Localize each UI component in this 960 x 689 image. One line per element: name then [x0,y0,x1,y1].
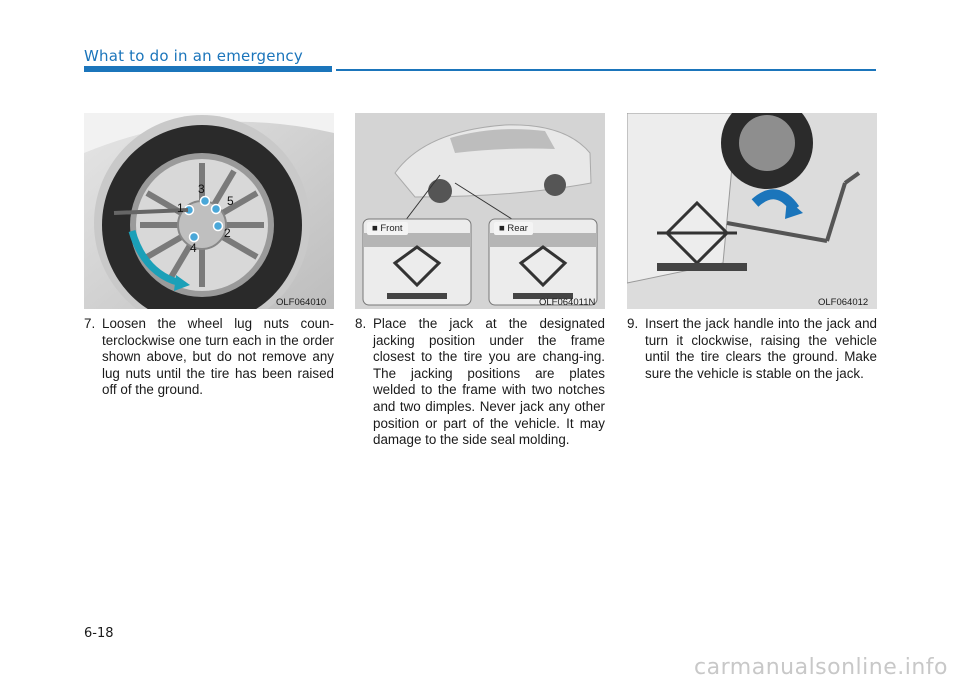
lug-label: 4 [190,241,197,255]
lug-label: 2 [224,226,231,240]
header-rule-thick [84,66,332,72]
jack-handle-illustration [627,113,877,309]
step-7 [84,316,334,399]
step-number: 7. [84,316,96,331]
step-text: Loosen the wheel lug nuts coun-terclockwise one turn each in the order shown above, but do not remove any lug nuts until the tire has been raised off of the ground. [102,316,334,398]
jacking-position-illustration [355,113,605,309]
step-number: 8. [355,316,367,331]
figure-code: OLF064010 [276,297,327,308]
figure-code: OLF064012 [818,297,869,308]
lug-label: 1 [177,201,184,215]
header-rule-thin [336,69,876,71]
wheel-lug-nut-illustration [84,113,334,309]
page-number: 6-18 [84,626,114,641]
watermark: carmanualsonline.info [694,655,948,680]
lug-label: 5 [227,194,234,208]
lug-label: 3 [198,182,205,196]
step-8 [355,316,605,449]
step-text: Place the jack at the designated jacking position under the frame closest to the tire you are chang-ing. The jacking positions are plates welded to the frame with two notches and two dimples. Never jack any other position or part of the vehicle. It may damage to the side seal molding. [373,316,605,448]
step-text: Insert the jack handle into the jack and turn it clockwise, raising the vehicle until the tire clears the ground. Make sure the vehicle is stable on the jack. [645,316,877,381]
figure-code: OLF064011N [539,297,596,308]
step-number: 9. [627,316,639,331]
inset-label-front: ■ Front [367,222,408,235]
section-title: What to do in an emergency [84,47,303,65]
step-9 [627,316,877,382]
inset-label-rear: ■ Rear [494,222,533,235]
